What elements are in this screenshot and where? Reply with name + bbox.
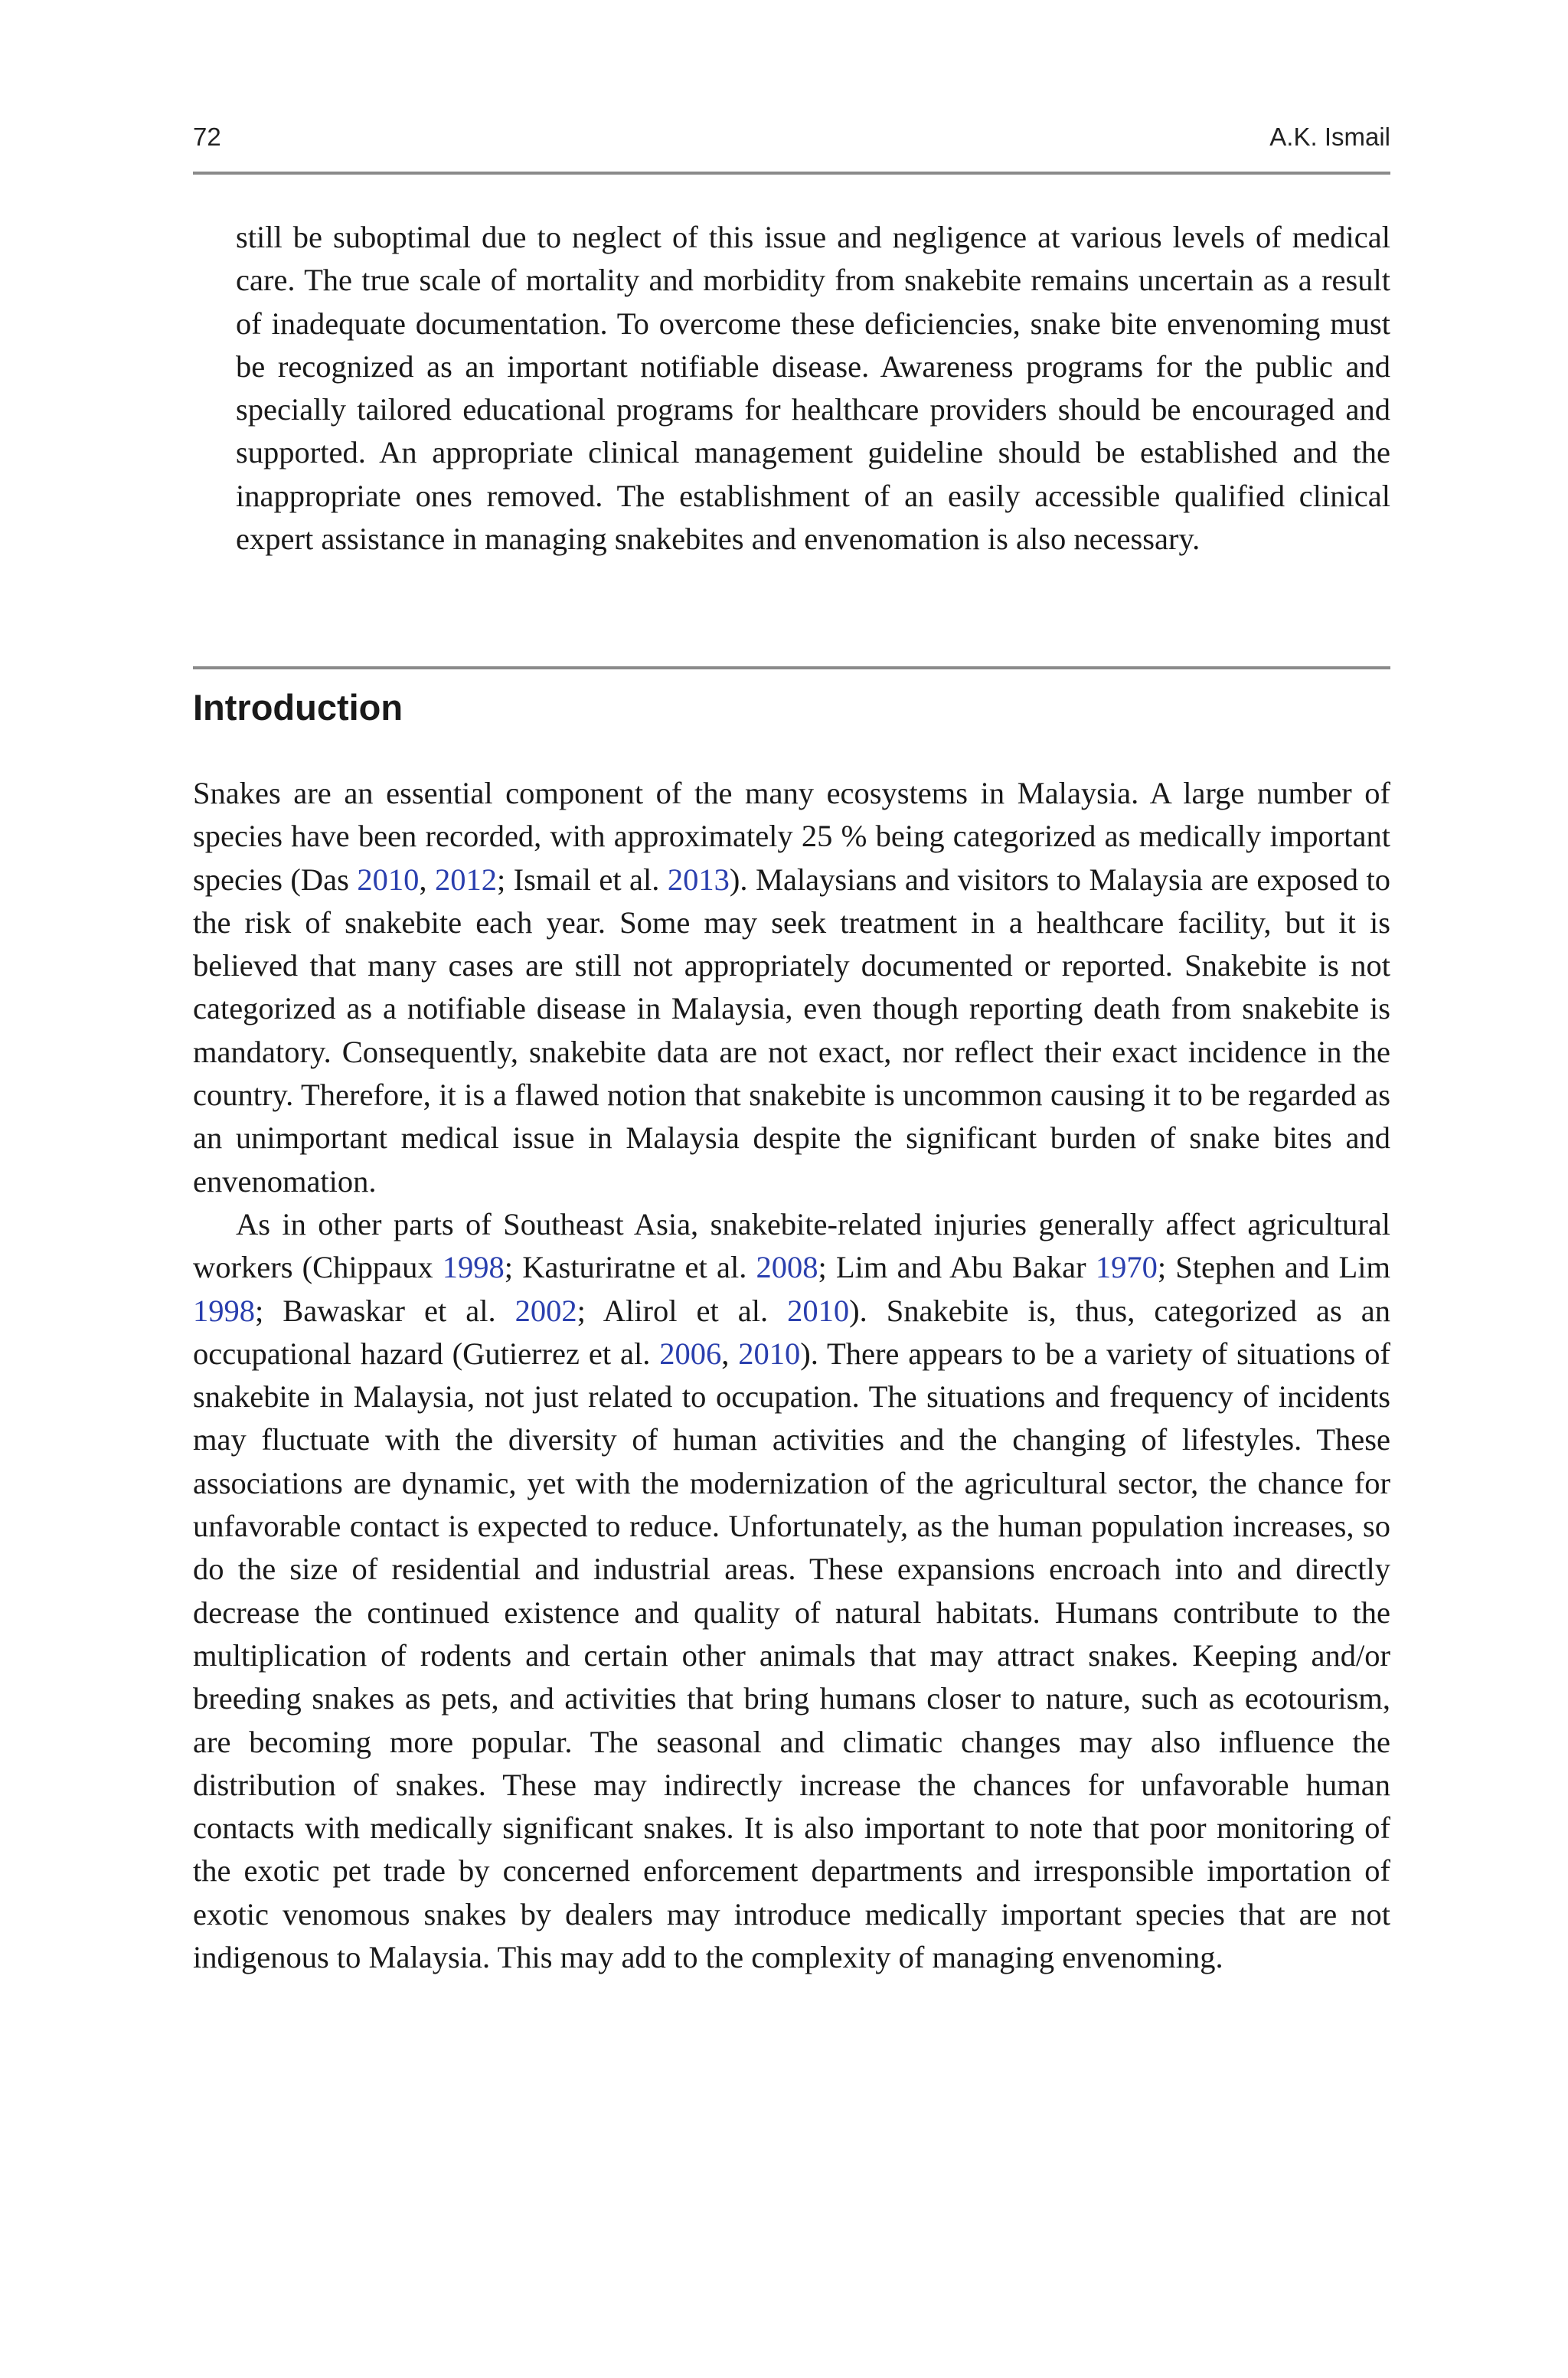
citation-link[interactable]: 1998 xyxy=(193,1293,255,1328)
text-run: ). There appears to be a variety of situations of snakebite in Malaysia, not just related to occupation. The situations and frequency of incidents may fluctuate with the diversity of human activities and the changing of lifestyles. These associations are dynamic, yet with the modernization of the agricultural sector, the chance for unfavorable contact is expected to reduce. Unfortunately, as the human population increases, so do the size of residential and industrial areas. These expansions encroach into and directly decrease the continued existence and quality of natural habitats. Humans contribute to the multiplication of rodents and certain other animals that may attract snakes. Keeping and/or breeding snakes as pets, and activities that bring humans closer to nature, such as ecotourism, are becoming more popular. The seasonal and climatic changes may also influence the distribution of snakes. These may indirectly increase the chances for unfavorable human contacts with medically significant snakes. It is also important to note that poor monitoring of the exotic pet trade by concerned enforcement departments and irresponsible importation of exotic venomous snakes by dealers may introduce medically important species that are not indigenous to Malaysia. This may add to the complexity of managing envenoming. xyxy=(193,1336,1391,1975)
citation-link[interactable]: 2008 xyxy=(756,1250,818,1285)
citation-link[interactable]: 1998 xyxy=(442,1250,505,1285)
text-run: ). Malaysians and visitors to Malaysia are exposed to the risk of snakebite each year. Some may seek treatment in a healthcare facility, but it is believed that many cases are still not appropriately documented or reported. Snakebite is not categorized as a notifiable disease in Malaysia, even though reporting death from snakebite is mandatory. Consequently, snakebite data are not exact, nor reflect their exact incidence in the country. Therefore, it is a flawed notion that snakebite is uncommon causing it to be regarded as an unimportant medical issue in Malaysia despite the significant burden of snake bites and envenomation. xyxy=(193,862,1390,1199)
running-head-author: A.K. Ismail xyxy=(1269,123,1390,151)
citation-link[interactable]: 2002 xyxy=(514,1293,577,1328)
introduction-body xyxy=(193,772,1390,1979)
text-run: ; Kasturiratne et al. xyxy=(504,1250,756,1285)
introduction-paragraph-1 xyxy=(193,772,1390,1203)
section-rule xyxy=(193,666,1390,669)
text-run: ; Ismail et al. xyxy=(496,862,668,897)
text-run: As in other parts of Southeast Asia, snakebite-related injuries generally affect agricultural workers (Chippaux xyxy=(193,1206,1390,1285)
text-run: ). Snakebite is, thus, categorized as an occupational hazard (Gutierrez et al. xyxy=(193,1293,1390,1371)
text-run: ; Alirol et al. xyxy=(577,1293,788,1328)
section-heading-introduction: Introduction xyxy=(193,687,403,728)
text-run: , xyxy=(419,862,435,897)
running-head xyxy=(193,123,1390,159)
abstract-paragraph: still be suboptimal due to neglect of this issue and negligence at various levels of medical care. The true scale of mortality and morbidity from snakebite remains uncertain as a result of inadequate documentation. To overcome these deficiencies, snake bite envenoming must be recognized as an important notifiable disease. Awareness programs for the public and specially tailored educational programs for healthcare providers should be encouraged and supported. An appropriate clinical management guideline should be established and the inappropriate ones removed. The establishment of an easily accessible qualified clinical expert assistance in managing snakebites and envenomation is also necessary. xyxy=(236,220,1390,557)
citation-link[interactable]: 2012 xyxy=(434,862,497,897)
citation-link[interactable]: 2013 xyxy=(667,862,730,897)
citation-link[interactable]: 2010 xyxy=(738,1336,801,1371)
citation-link[interactable]: 2006 xyxy=(659,1336,722,1371)
text-run: ; Bawaskar et al. xyxy=(255,1293,515,1328)
text-run: , xyxy=(721,1336,739,1371)
citation-link[interactable]: 1970 xyxy=(1095,1250,1158,1285)
citation-link[interactable]: 2010 xyxy=(357,862,420,897)
text-run: Snakes are an essential component of the many ecosystems in Malaysia. A large number of species have been recorded, with approximately 25 % being categorized as medically important species (Das xyxy=(193,776,1390,897)
text-run: ; Lim and Abu Bakar xyxy=(818,1250,1096,1285)
header-rule xyxy=(193,172,1390,175)
citation-link[interactable]: 2010 xyxy=(787,1293,850,1328)
page-number: 72 xyxy=(193,123,221,151)
introduction-paragraph-2 xyxy=(193,1203,1390,1979)
text-run: ; Stephen and Lim xyxy=(1157,1250,1391,1285)
